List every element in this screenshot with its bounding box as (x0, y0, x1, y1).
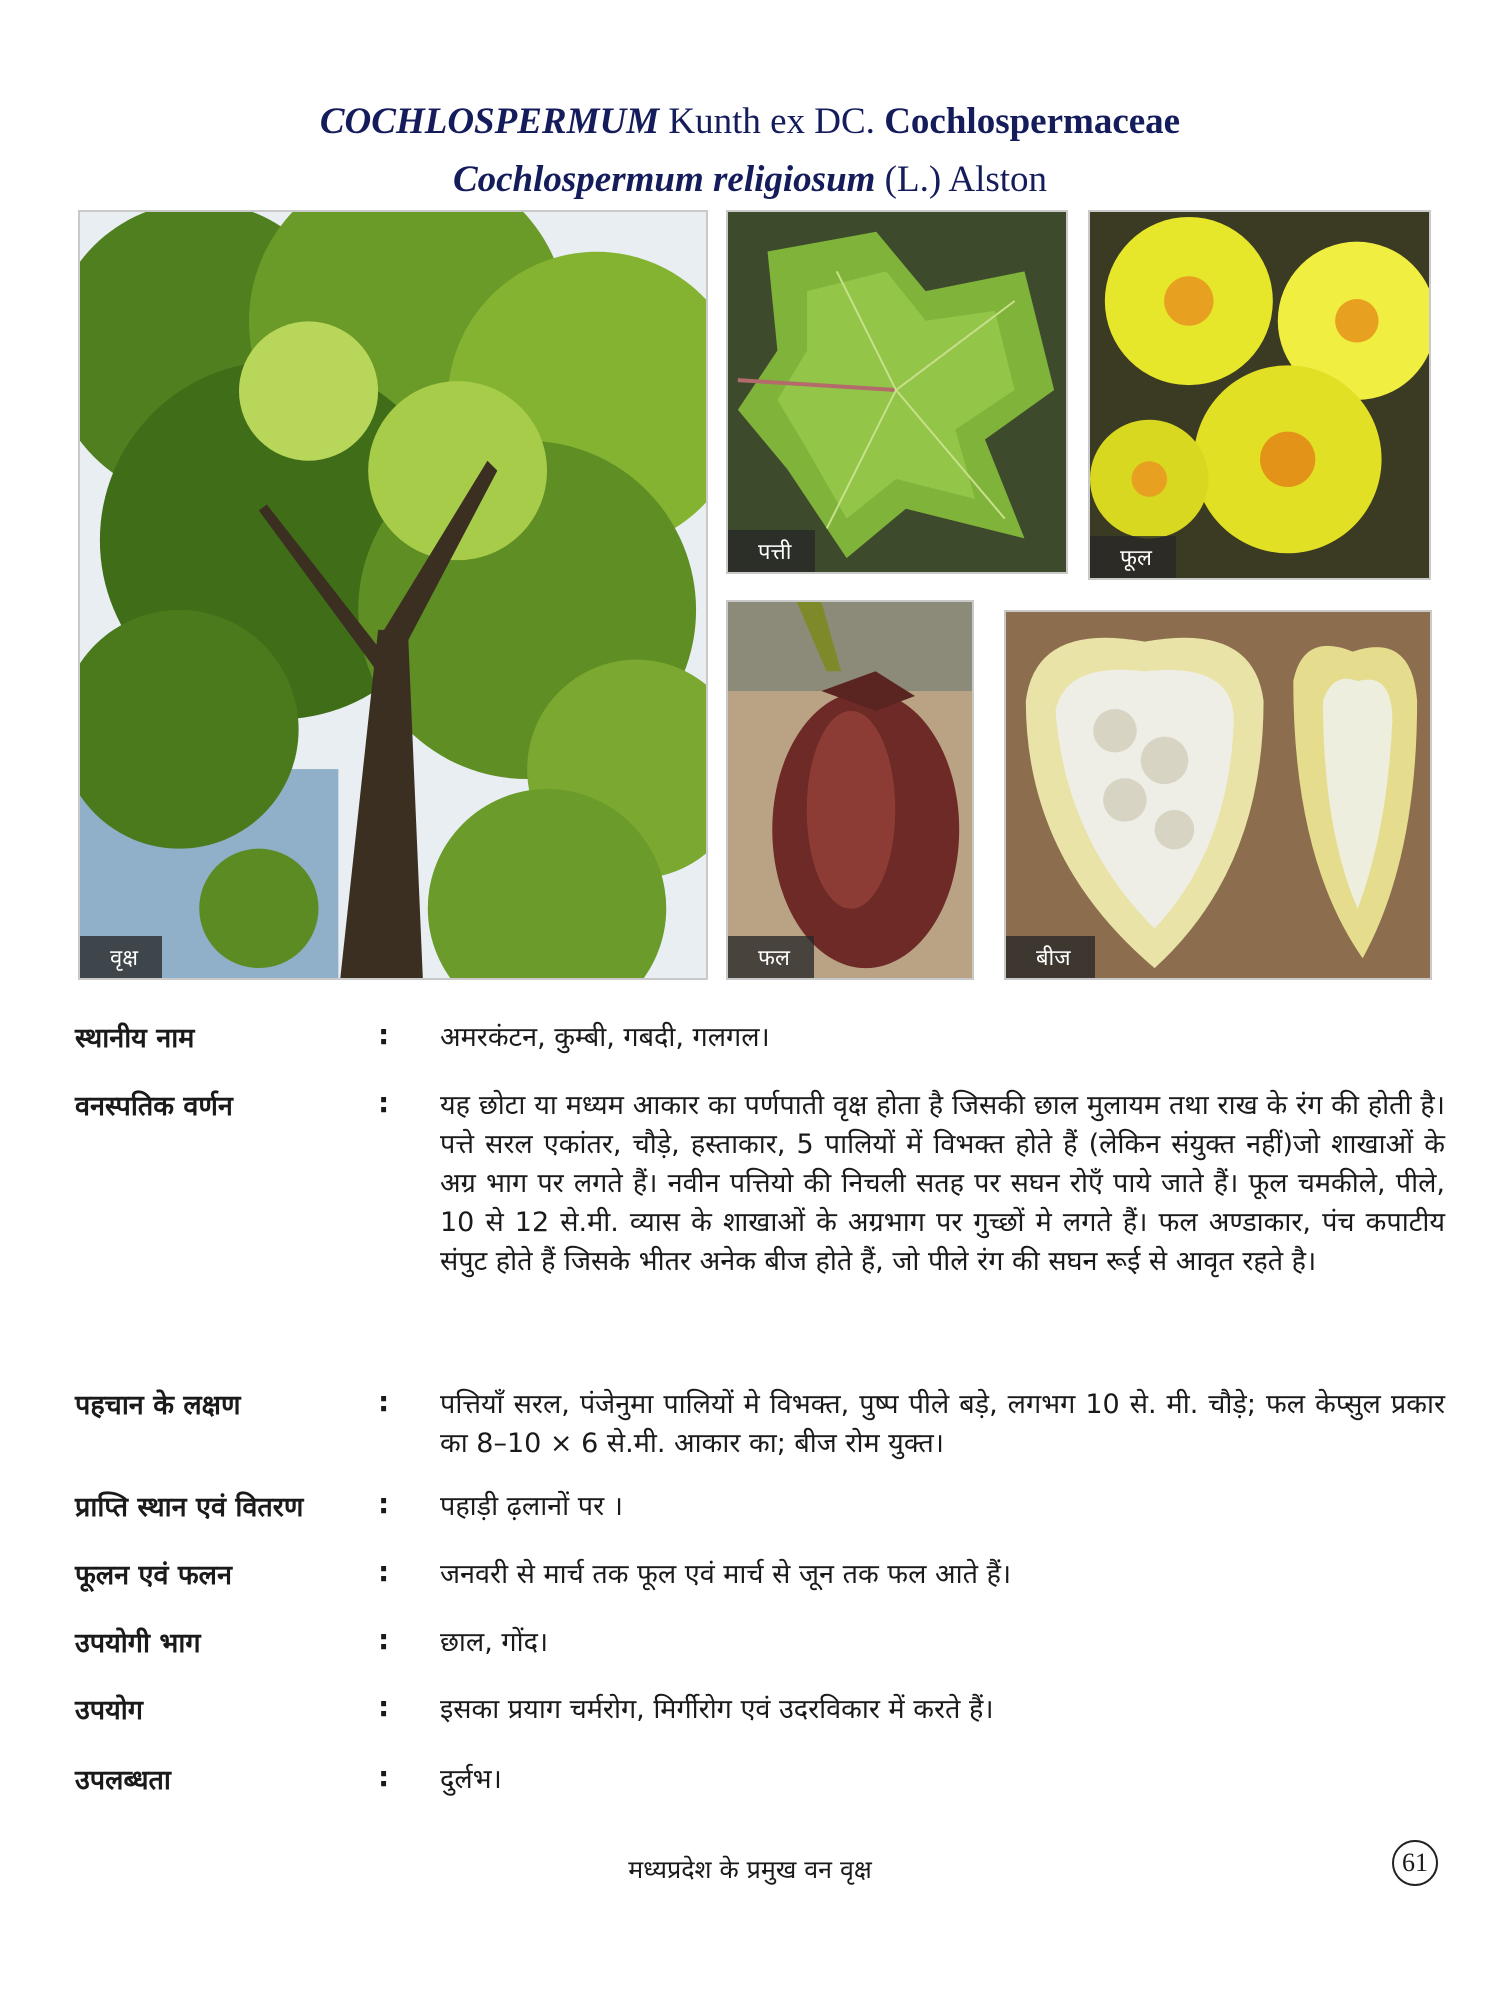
field-label: उपलब्धता (75, 1765, 171, 1796)
field-value: यह छोटा या मध्यम आकार का पर्णपाती वृक्ष होता है जिसकी छाल मुलायम तथा राख के रंग की होती है। पत्ते सरल एकांतर, चौड़े, हस्ताकार, 5 पालियों में विभक्त होते हैं (लेकिन संयुक्त नहीं)जो शाखाओं के अग्र भाग पर लगते हैं। नवीन पत्तियो की निचली सतह पर सघन रोएँ पाये जाते हैं। फूल चमकीले, पीले, 10 से 12 से.मी. व्यास के शाखाओं के अग्रभाग पर गुच्छों मे लगते हैं। फल अण्डाकार, पंच कपाटीय संपुट होते हैं जिसके भीतर अनेक बीज होते हैं, जो पीले रंग की सघन रूई से आवृत रहते है। (440, 1090, 1445, 1277)
field-colon: : (378, 1487, 390, 1520)
field-colon: : (378, 1760, 390, 1793)
seed-caption: बीज (1006, 936, 1095, 978)
field-value: दुर्लभ। (440, 1764, 502, 1795)
footer-text: मध्यप्रदेश के प्रमुख वन वृक्ष (628, 1855, 872, 1884)
species-title (0, 158, 1500, 201)
field-colon: : (378, 1385, 390, 1418)
page-number: 61 (1392, 1840, 1438, 1886)
field-colon: : (378, 1690, 390, 1723)
genus-name: COCHLOSPERMUM (319, 101, 660, 142)
fruit-caption: फल (728, 936, 814, 978)
field-colon: : (378, 1623, 390, 1656)
field-label: स्थानीय नाम (75, 1023, 195, 1054)
flower-photo (1088, 210, 1431, 580)
seed-photo (1004, 610, 1432, 980)
field-colon: : (378, 1018, 390, 1051)
genus-title (0, 100, 1500, 143)
field-label: वनस्पतिक वर्णन (75, 1091, 233, 1122)
family-name: Cochlospermaceae (884, 101, 1181, 142)
flower-caption: फूल (1090, 536, 1176, 578)
field-label: पहचान के लक्षण (75, 1390, 241, 1421)
field-label: उपयोग (75, 1695, 143, 1726)
field-colon: : (378, 1555, 390, 1588)
leaf-photo (726, 210, 1068, 574)
field-value: जनवरी से मार्च तक फूल एवं मार्च से जून तक फल आते हैं। (440, 1559, 1012, 1590)
fruit-photo (726, 600, 974, 980)
species-author: (L.) Alston (875, 159, 1048, 200)
leaf-caption: पत्ती (728, 530, 815, 572)
leaf-illustration (728, 212, 1066, 572)
field-value: पत्तियाँ सरल, पंजेनुमा पालियों मे विभक्त, पुष्प पीले बड़े, लगभग 10 से. मी. चौड़े; फल केप्सुल प्रकार का 8–10 × 6 से.मी. आकार का; बीज रोम युक्त। (440, 1389, 1445, 1459)
field-value: इसका प्रयाग चर्मरोग, मिर्गीरोग एवं उदरविकार में करते हैं। (440, 1694, 994, 1725)
fruit-illustration (728, 602, 972, 978)
tree-illustration (80, 212, 706, 978)
field-value: छाल, गोंद। (440, 1627, 549, 1658)
flower-illustration (1090, 212, 1429, 578)
genus-author: Kunth ex DC. (659, 101, 885, 142)
field-value: पहाड़ी ढ़लानों पर । (440, 1491, 623, 1522)
seed-illustration (1006, 612, 1430, 978)
tree-photo (78, 210, 708, 980)
field-label: प्राप्ति स्थान एवं वितरण (75, 1492, 304, 1523)
field-label: फूलन एवं फलन (75, 1560, 232, 1591)
tree-caption: वृक्ष (80, 936, 162, 978)
field-value: अमरकंटन, कुम्बी, गबदी, गलगल। (440, 1022, 770, 1053)
species-name: Cochlospermum religiosum (452, 159, 876, 200)
field-colon: : (378, 1086, 390, 1119)
field-label: उपयोगी भाग (75, 1628, 201, 1659)
